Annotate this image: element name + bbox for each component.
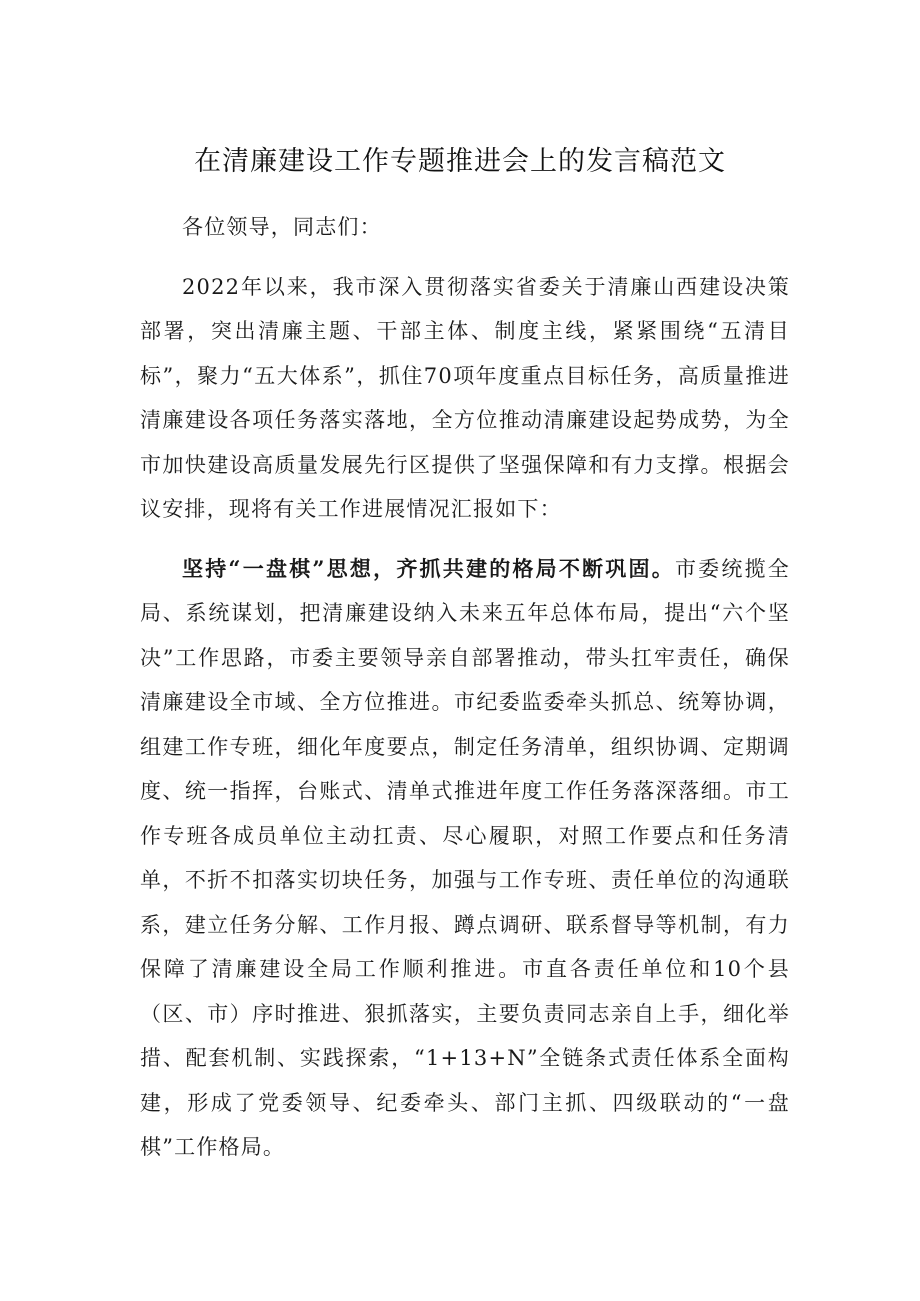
document-body	[140, 205, 790, 1170]
section-body-text: 市委统揽全局、系统谋划，把清廉建设纳入未来五年总体布局，提出“六个坚决”工作思路，市委主要领导亲自部署推动，带头扛牢责任，确保清廉建设全市域、全方位推进。市纪委监委牵头抓总、统筹协调，组建工作专班，细化年度要点，制定任务清单，组织协调、定期调度、统一指挥，台账式、清单式推进年度工作任务落深落细。市工作专班各成员单位主动扛责、尽心履职，对照工作要点和任务清单，不折不扣落实切块任务，加强与工作专班、责任单位的沟通联系，建立任务分解、工作月报、蹲点调研、联系督导等机制，有力保障了清廉建设全局工作顺利推进。市直各责任单位和10个县（区、市）序时推进、狠抓落实，主要负责同志亲自上手，细化举措、配套机制、实践探索，“1+13+N”全链条式责任体系全面构建，形成了党委领导、纪委牵头、部门主抓、四级联动的“一盘棋”工作格局。	[140, 556, 791, 1159]
section-paragraph	[140, 547, 790, 1170]
document-title: 在清廉建设工作专题推进会上的发言稿范文	[194, 146, 726, 177]
greeting-paragraph: 各位领导，同志们：	[182, 215, 382, 239]
intro-paragraph: 2022年以来，我市深入贯彻落实省委关于清廉山西建设决策部署，突出清廉主题、干部主体、制度主线，紧紧围绕“五清目标”，聚力“五大体系”，抓住70项年度重点目标任务，高质量推进清廉建设各项任务落实落地，全方位推动清廉建设起势成势，为全市加快建设高质量发展先行区提供了坚强保障和有力支撑。根据会议安排，现将有关工作进展情况汇报如下：	[140, 274, 790, 521]
section-lead-sentence: 坚持“一盘棋”思想，齐抓共建的格局不断巩固。	[182, 555, 675, 581]
